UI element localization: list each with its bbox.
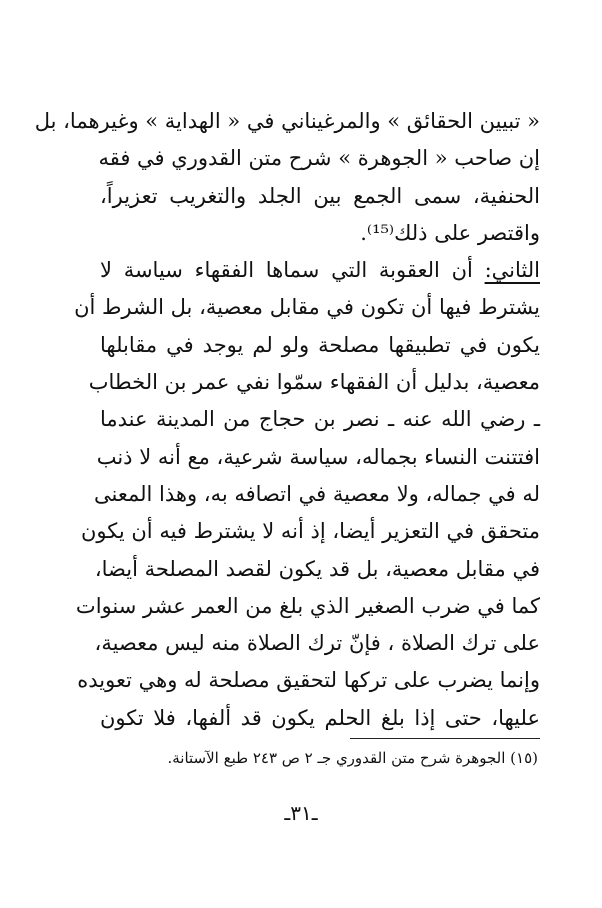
- text-line: أن العقوبة التي سماها الفقهاء سياسة لا: [100, 258, 473, 283]
- footnote-divider: [350, 738, 540, 739]
- text-line: على ترك الصلاة ، فإنّ ترك الصلاة منه ليس معصية،: [94, 631, 540, 656]
- text-line: في مقابل معصية، بل قد يكون لقصد المصلحة أيضا،: [94, 556, 540, 581]
- text-line: إن صاحب « الجوهرة » شرح متن القدوري في فقه: [98, 146, 540, 171]
- text-line: الحنفية، سمى الجمع بين الجلد والتغريب تعزيراً،: [100, 183, 540, 208]
- text-line: كما في ضرب الصغير الذي بلغ من العمر عشر سنوات: [75, 593, 540, 618]
- text-line: يكون في تطبيقها مصلحة ولو لم يوجد في مقابلها: [100, 332, 540, 357]
- text-line: يشترط فيها أن تكون في مقابل معصية، بل الشرط أن: [74, 295, 540, 320]
- text-line: عليها، حتى إذا بلغ الحلم يكون قد ألفها، فلا تكون: [100, 705, 540, 730]
- text-line: متحقق في التعزير أيضا، إذ أنه لا يشترط فيه أن يكون: [81, 519, 540, 544]
- text-line: واقتصر على ذلك⁽¹⁵⁾.: [360, 220, 540, 245]
- paragraph-lead-word: الثاني:: [484, 258, 540, 283]
- footnote: (١٥) الجوهرة شرح متن القدوري جـ ٢ ص ٢٤٣ طبع الآستانة.: [167, 749, 538, 767]
- text-line: له في جماله، ولا معصية في اتصافه به، وهذا المعنى: [94, 481, 540, 506]
- text-line: معصية، بدليل أن الفقهاء سمّوا نفي عمر بن الخطاب: [88, 370, 540, 395]
- text-line: « تبيين الحقائق » والمرغيناني في « الهداية » وغيرهما، بل: [34, 109, 540, 133]
- main-text-block: [34, 103, 540, 737]
- text-line: ـ رضي الله عنه ـ نصر بن حجاج من المدينة عندما: [100, 407, 540, 432]
- text-line: افتتنت النساء بجماله، سياسة شرعية، مع أنه لا ذنب: [96, 444, 540, 469]
- paragraph-second-first-line: [100, 252, 540, 289]
- page-number: ـ٣١ـ: [284, 801, 318, 825]
- text-line: وإنما يضرب على تركها لتحقيق مصلحة له وهي تعويده: [77, 668, 540, 693]
